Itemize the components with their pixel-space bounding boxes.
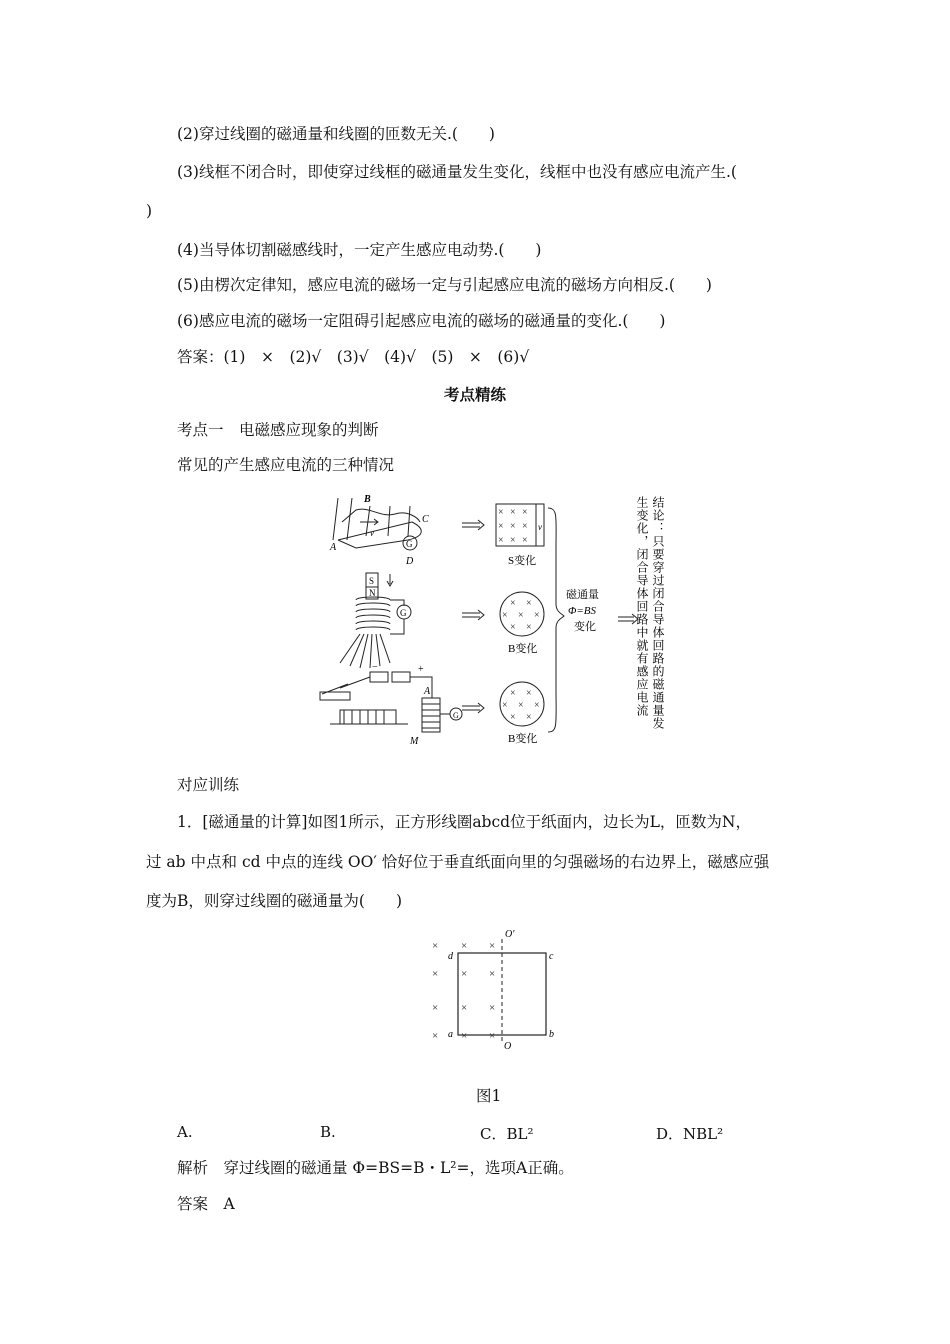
label-c: c: [549, 951, 554, 962]
final-answer: 答案 A: [177, 1195, 235, 1213]
cross: ×: [510, 598, 516, 609]
cross: ×: [461, 1030, 468, 1042]
topic-heading: 考点一 电磁感应现象的判断: [177, 421, 379, 439]
answers-line: 答案：(1) × (2)√ (3)√ (4)√ (5) × (6)√: [177, 348, 530, 366]
induction-cases-diagram: [300, 488, 680, 750]
question-3: (3)线框不闭合时，即使穿过线框的磁通量发生变化，线框中也没有感应电流产生.(: [177, 163, 737, 181]
question-5: (5)由楞次定律知，感应电流的磁场一定与引起感应电流的磁场方向相反.( ): [177, 276, 712, 294]
label-B: B: [364, 494, 371, 505]
cross: ×: [489, 1002, 496, 1014]
cross: ×: [526, 688, 532, 699]
b-change-crosses-1: [502, 598, 540, 633]
flux-line-3: 变化: [574, 621, 596, 633]
question-3-continued: ): [146, 202, 153, 220]
topic-subheading: 常见的产生感应电流的三种情况: [177, 456, 395, 474]
square-coil: [458, 953, 546, 1035]
label-d: d: [448, 951, 453, 962]
label-b-change-2: B变化: [508, 733, 538, 745]
cross: ×: [522, 535, 528, 546]
battery-plus: +: [418, 664, 424, 675]
cross: ×: [432, 1030, 439, 1042]
question-4: (4)当导体切割磁感线时，一定产生感应电动势.( ): [177, 241, 542, 259]
arrows-to-cases: [462, 520, 638, 713]
cross: ×: [526, 712, 532, 723]
s-change-v: v: [538, 522, 542, 532]
magnet-N: N: [369, 588, 376, 598]
question-6: (6)感应电流的磁场一定阻碍引起感应电流的磁场的磁通量的变化.( ): [177, 312, 666, 330]
label-O: O: [504, 1041, 512, 1050]
cross: ×: [502, 700, 508, 711]
battery-minus: −: [372, 662, 378, 673]
s-change-crosses: [498, 507, 528, 546]
cross: ×: [510, 521, 516, 532]
label-A2: A: [424, 686, 431, 697]
cross: ×: [489, 940, 496, 952]
figure-1: [425, 925, 565, 1050]
cross: ×: [432, 940, 439, 952]
cross: ×: [522, 521, 528, 532]
cross: ×: [510, 712, 516, 723]
b-change-crosses-2: [502, 688, 540, 723]
conclusion-column-1: 结论：只要穿过闭合导体回路的磁通量发: [651, 496, 665, 730]
cross: ×: [461, 1002, 468, 1014]
cross: ×: [498, 507, 504, 518]
cross: ×: [461, 968, 468, 980]
label-b-change-1: B变化: [508, 643, 538, 655]
cross: ×: [489, 1030, 496, 1042]
cross: ×: [510, 507, 516, 518]
cross: ×: [534, 700, 540, 711]
cross: ×: [510, 688, 516, 699]
option-C: C．BL²: [480, 1125, 534, 1143]
label-G3: G: [453, 711, 459, 720]
label-G1: G: [406, 539, 413, 549]
option-D: D．NBL²: [656, 1125, 724, 1143]
cross: ×: [518, 700, 524, 711]
label-A: A: [330, 542, 337, 553]
cross: ×: [518, 610, 524, 621]
label-D: D: [406, 556, 414, 567]
switch-coil-circuit: [320, 672, 462, 732]
label-O-prime: O′: [505, 929, 515, 940]
conclusion-column-2: 生变化，闭合导体回路中就有感应电流: [635, 496, 649, 717]
problem-line-2: 过 ab 中点和 cd 中点的连线 OO′ 恰好位于垂直纸面向里的匀强磁场的右边界上，磁感应强: [146, 853, 770, 871]
cross: ×: [498, 535, 504, 546]
label-v: v: [370, 528, 374, 538]
figure-caption: 图1: [476, 1087, 502, 1105]
problem-line-3: 度为B，则穿过线圈的磁通量为( ): [146, 892, 402, 910]
cross: ×: [534, 610, 540, 621]
problem-line-1: 1．[磁通量的计算]如图1所示，正方形线圈abcd位于纸面内，边长为L，匝数为N，: [177, 813, 751, 831]
flux-line-2: Φ=BS: [568, 605, 597, 617]
option-A: A.: [177, 1123, 193, 1141]
cross: ×: [498, 521, 504, 532]
brace: [548, 508, 564, 732]
magnet-S: S: [369, 576, 375, 586]
cross: ×: [502, 610, 508, 621]
cross: ×: [489, 968, 496, 980]
cross: ×: [432, 968, 439, 980]
cross: ×: [461, 940, 468, 952]
cross: ×: [510, 622, 516, 633]
flux-line-1: 磁通量: [566, 589, 599, 601]
analysis: 解析 穿过线圈的磁通量 Φ=BS=B・L²=，选项A正确。: [177, 1159, 574, 1177]
question-2: (2)穿过线圈的磁通量和线圈的匝数无关.( ): [177, 125, 495, 143]
label-s-change: S变化: [508, 555, 537, 567]
cross: ×: [432, 1002, 439, 1014]
label-M: M: [410, 736, 419, 747]
label-a: a: [448, 1029, 453, 1040]
label-b: b: [549, 1029, 554, 1040]
cross: ×: [526, 598, 532, 609]
field-crosses: [432, 940, 495, 1042]
cross: ×: [522, 507, 528, 518]
magnet-coil-circuit: [340, 573, 411, 668]
cross: ×: [526, 622, 532, 633]
label-C: C: [422, 514, 429, 525]
option-B: B.: [320, 1123, 336, 1141]
label-G2: G: [400, 608, 407, 618]
section-title: 考点精练: [443, 385, 506, 404]
cross: ×: [510, 535, 516, 546]
practice-heading: 对应训练: [177, 776, 240, 794]
